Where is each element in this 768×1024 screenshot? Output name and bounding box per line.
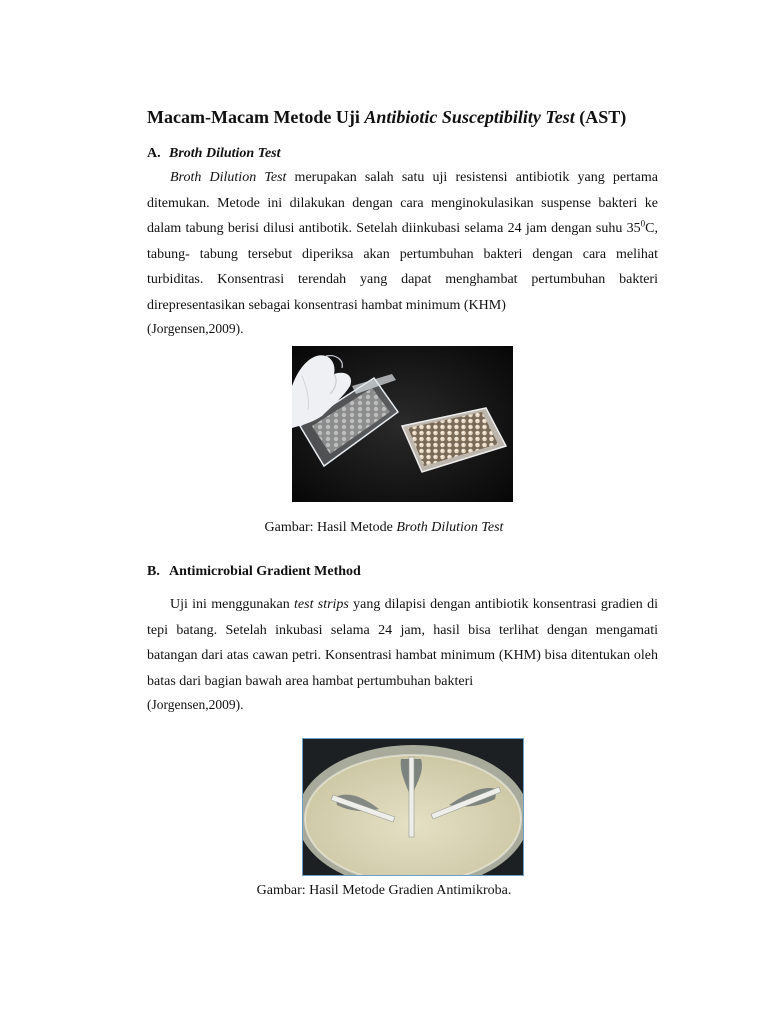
section-b-paragraph: Uji ini menggunakan test strips yang dilapisi dengan antibiotik konsentrasi gradien di tepi batang. Setelah inkubasi selama 24 jam, hasil bisa terlihat dengan mengamati batangan dari atas cawan petri. Konsentrasi hambat minimum (KHM) bisa ditentukan oleh batas dari bagian bawah area hambat pertumbuhan bakteri: [147, 597, 658, 689]
section-a-citation: (Jorgensen,2009).: [147, 321, 244, 336]
gradient-method-photo: [303, 739, 523, 875]
section-b-citation: (Jorgensen,2009).: [147, 697, 244, 712]
section-b-letter: B.: [147, 564, 160, 579]
figure-b-caption: Gambar: Hasil Metode Gradien Antimikroba.: [256, 883, 512, 898]
section-a-title: Broth Dilution Test: [169, 146, 281, 161]
section-a-heading: [147, 146, 281, 162]
section-b-heading: [147, 564, 361, 580]
broth-dilution-photo: [292, 346, 513, 502]
section-a-letter: A.: [147, 146, 161, 161]
page-title: Macam-Macam Metode Uji Antibiotic Susceptibility Test (AST): [147, 107, 627, 127]
section-a-paragraph: Broth Dilution Test merupakan salah satu uji resistensi antibiotik yang pertama ditemukan. Metode ini dilakukan dengan cara menginokulasikan suspense bakteri ke dalam tabung berisi dilusi antibotik. Setelah diinkubasi selama 24 jam dengan suhu $35^0C$, tabung- tabung tersebut diperiksa akan pertumbuhan bakteri dengan cara melihat turbiditas. Konsentrasi terendah yang dapat menghambat pertumbuhan bakteri direpresentasikan sebagai konsentrasi hambat minimum (KHM): [147, 170, 658, 313]
section-b-title: Antimicrobial Gradient Method: [169, 564, 361, 579]
figure-a-caption: Gambar: Hasil Metode Broth Dilution Test: [264, 520, 504, 535]
